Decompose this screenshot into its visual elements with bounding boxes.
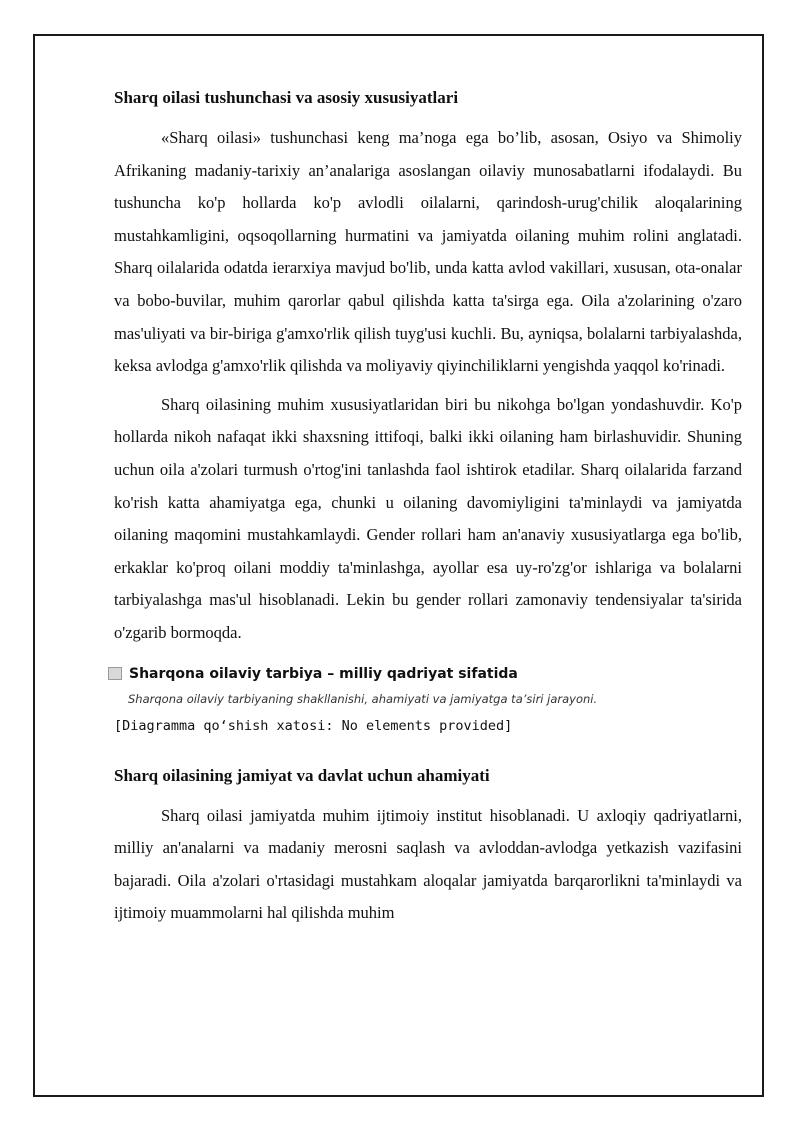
diagram-title bbox=[108, 664, 742, 684]
paragraph: «Sharq oilasi» tushunchasi keng ma’noga ega bo’lib, asosan, Osiyo va Shimoliy Afrikaning madaniy-tarixiy an’analariga asoslangan oilaviy munosabatlarni ifodalaydi. Bu tushuncha ko'p hollarda ko'p avlodli oilalarni, qarindosh-urug'chilik aloqalarining mustahkamligini, oqsoqollarning hurmatini va jamiyatda oilaning muhim rolini anglatadi. Sharq oilalarida odatda ierarxiya mavjud bo'lib, unda katta avlod vakillari, xususan, ota-onalar va bobo-buvilar, muhim qarorlar qabul qilishda katta ta'sirga ega. Oila a'zolarining o'zaro mas'uliyati va bir-biriga g'amxo'rlik qilish tuyg'usi kuchli. Bu, ayniqsa, bolalarni tarbiyalashda, keksa avlodga g'amxo'rlik qilishda va moliyaviy qiyinchiliklarni yengishda yaqqol ko'rinadi. bbox=[114, 128, 742, 376]
section-heading: Sharq oilasi tushunchasi va asosiy xususiyatlari bbox=[114, 88, 459, 107]
paragraph: Sharq oilasining muhim xususiyatlaridan biri bu nikohga bo'lgan yondashuvdir. Ko'p hollarda nikoh nafaqat ikki shaxsning ittifoqi, balki ikki oilaning ham birlashuvidir. Shuning uchun oila a'zolari turmush o'rtog'ini tanlashda faol ishtirok etadilar. Sharq oilalarida farzand ko'rish katta ahamiyatga ega, chunki u oilaning davomiyligini ta'minlaydi va jamiyatda oilaning maqomini mustahkamlaydi. Gender rollari ham an'anaviy xususiyatlarga ega bo'lib, erkaklar ko'proq oilani moddiy ta'minlashga, ayollar esa uy-ro'zg'or ishlariga va bolalarni tarbiyalashga mas'ul hisoblanadi. Lekin bu gender rollari zamonaviy tendensiyalar ta'sirida o'zgarib bormoqda. bbox=[114, 394, 742, 642]
paragraph: Sharq oilasi jamiyatda muhim ijtimoiy institut hisoblanadi. U axloqiy qadriyatlarni, milliy an'analarni va madaniy merosni saqlash va avloddan-avlodga yetkazish vazifasini bajaradi. Oila a'zolari o'rtasidagi mustahkam aloqalar jamiyatda barqarorlikni ta'minlaydi va ijtimoiy muammolarni hal qilishda muhim bbox=[114, 805, 742, 923]
document-body bbox=[114, 86, 742, 930]
diagram-title-text: Sharqona oilaviy tarbiya – milliy qadriyat sifatida bbox=[129, 665, 518, 682]
diagram-error-message: [Diagramma qo‘shish xatosi: No elements provided] bbox=[114, 717, 513, 734]
diagram-subtitle: Sharqona oilaviy tarbiyaning shakllanishi, ahamiyati va jamiyatga ta’siri jarayoni. bbox=[128, 691, 598, 706]
broken-image-icon bbox=[108, 667, 122, 680]
section-heading: Sharq oilasining jamiyat va davlat uchun ahamiyati bbox=[114, 765, 490, 785]
